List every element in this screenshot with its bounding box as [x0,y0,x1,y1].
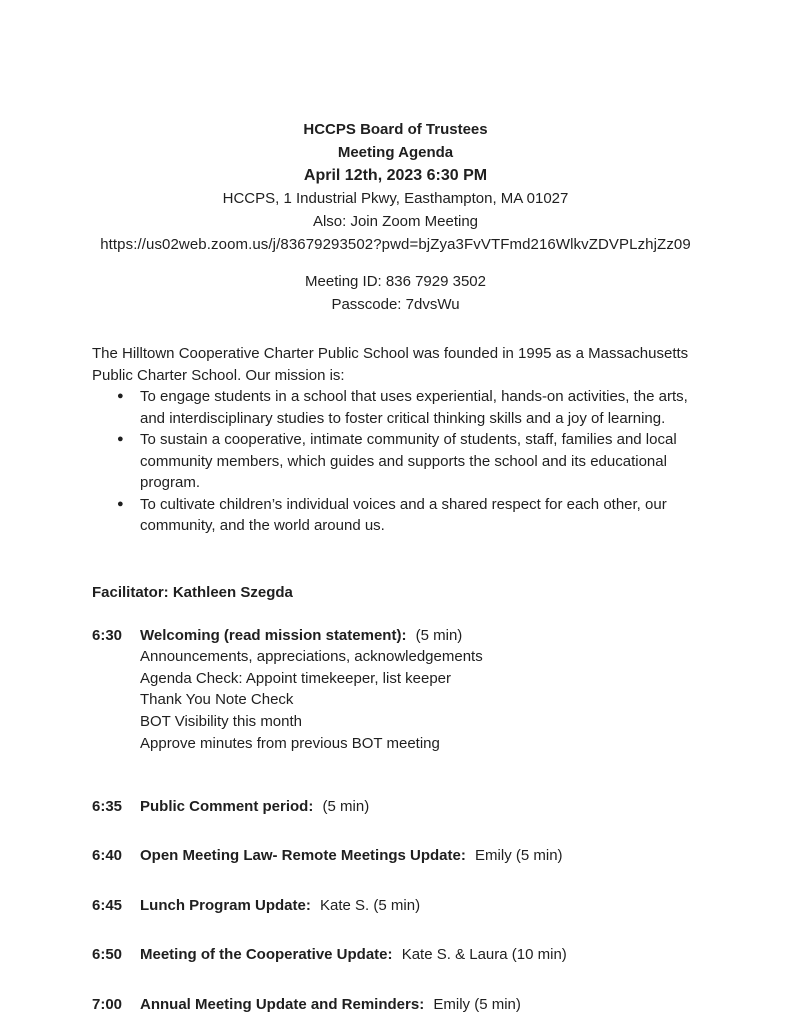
agenda-item-time: 6:50 [92,946,123,964]
agenda-item-body [140,944,699,966]
agenda-item-cooperative-meeting [92,944,699,966]
bullet-icon: ● [117,390,124,402]
agenda-item-title: Lunch Program Update: [140,896,311,914]
agenda-item-title: Public Comment period: [140,797,314,815]
document-header [92,118,699,316]
agenda-item-body [140,994,699,1016]
agenda-subline: BOT Visibility this month [140,713,303,731]
agenda-item-detail: Emily (5 min) [475,847,563,865]
agenda-subline: Thank You Note Check [140,691,294,709]
agenda-item-time: 6:35 [92,797,123,815]
zoom-passcode: Passcode: 7dvsWu [331,296,460,313]
mission-intro-text: The Hilltown Cooperative Charter Public School was founded in 1995 as a Massachusetts Public Charter School. Our mission is: [92,345,689,384]
mission-bullet-text: To sustain a cooperative, intimate community of students, staff, families and local community members, which guides and supports the school and its educational program. [140,431,677,491]
bullet-icon: ● [117,433,124,445]
agenda-sublines [140,646,699,755]
mission-bullet-list [92,386,699,537]
org-title: HCCPS Board of Trustees [303,121,488,138]
agenda-item-body [140,625,699,755]
spacer [92,755,699,768]
agenda-item-lunch-program [92,895,699,917]
meeting-datetime: April 12th, 2023 6:30 PM [303,167,488,184]
agenda-item-time: 6:45 [92,896,123,914]
agenda-subline: Approve minutes from previous BOT meeting [140,734,440,752]
agenda-item-detail: (5 min) [322,797,370,815]
agenda-item-detail: Emily (5 min) [433,995,521,1013]
mission-section [92,343,699,537]
zoom-meeting-url: https://us02web.zoom.us/j/83679293502?pwd=bjZya3FvVTFmd216WlkvZDVPLzhjZz09 [100,236,691,253]
agenda-item-annual-meeting [92,994,699,1016]
agenda-item-body [140,845,699,867]
agenda-item-public-comment [92,796,699,818]
agenda-item-title: Annual Meeting Update and Reminders: [140,995,425,1013]
agenda-item-time: 6:40 [92,847,123,865]
agenda-list [92,625,699,1016]
agenda-item-open-meeting-law [92,845,699,867]
agenda-item-title: Meeting of the Cooperative Update: [140,946,393,964]
meeting-location: HCCPS, 1 Industrial Pkwy, Easthampton, MA 01027 [222,190,569,207]
zoom-meeting-id: Meeting ID: 836 7929 3502 [305,273,486,290]
agenda-subline: Announcements, appreciations, acknowledgements [140,648,483,665]
agenda-item-time: 6:30 [92,626,123,644]
agenda-item-title: Open Meeting Law- Remote Meetings Update: [140,847,466,865]
bullet-icon: ● [117,497,124,510]
mission-bullet-item [92,429,699,494]
mission-bullet-item [92,386,699,429]
facilitator-line: Facilitator: Kathleen Szegda [92,583,293,601]
agenda-item-detail: Kate S. (5 min) [320,896,421,914]
agenda-subline: Agenda Check: Appoint timekeeper, list keeper [140,669,452,687]
mission-bullet-text: To engage students in a school that uses experiential, hands-on activities, the arts, and interdisciplinary studies to foster critical thinking skills and a joy of learning. [140,388,688,427]
agenda-item-body [140,895,699,917]
agenda-item-time: 7:00 [92,995,123,1013]
mission-bullet-item [92,494,699,537]
agenda-item-title: Welcoming (read mission statement): [140,626,407,644]
agenda-item-detail: (5 min) [415,626,463,644]
document-type-title: Meeting Agenda [337,144,454,161]
agenda-item-heading [140,625,699,647]
zoom-join-label: Also: Join Zoom Meeting [312,213,479,230]
agenda-item-welcoming [92,625,699,755]
agenda-item-detail: Kate S. & Laura (10 min) [401,946,567,964]
agenda-item-body [140,796,699,818]
mission-bullet-text: To cultivate children’s individual voices and a shared respect for each other, our community, and the world around us. [140,495,667,534]
